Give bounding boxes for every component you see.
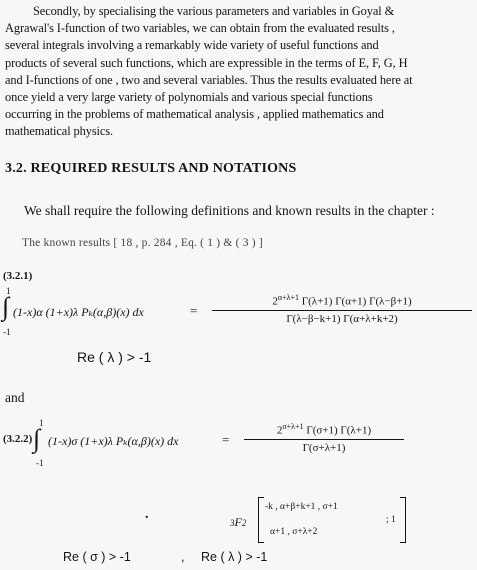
condition-2b: Re ( λ ) > -1 bbox=[201, 550, 268, 564]
paragraph-line: occurring in the problems of mathematical analysis , applied mathematics and bbox=[5, 107, 384, 122]
paragraph-line: several integrals involving a remarkably wide variety of useful functions and bbox=[5, 38, 379, 53]
paragraph-line: Secondly, by specialising the various parameters and variables in Goyal & bbox=[33, 4, 395, 18]
fraction-numerator-2: $2^{\sigma+\lambda+1}$ Γ(σ+1) Γ(λ+1) bbox=[276, 422, 372, 437]
fraction-numerator-1: $2^{\alpha+\lambda+1}$ Γ(λ+1) Γ(α+1) Γ(λ−β+1) bbox=[272, 293, 412, 308]
integral-sign-2: ∫ bbox=[33, 424, 41, 453]
integral-upper-limit-2: 1 bbox=[39, 418, 44, 428]
left-bracket bbox=[258, 497, 264, 543]
integral-lower-limit-1: -1 bbox=[3, 327, 11, 337]
integrand-2: (1-x)σ (1+x)λ Pₖ(α,β)(x) dx bbox=[48, 434, 179, 448]
equals-sign-2: = bbox=[222, 432, 230, 447]
fraction-bar-2 bbox=[244, 439, 404, 440]
reference-line: The known results [ 18 , p. 284 , Eq. ( 1 ) & ( 3 ) ] bbox=[22, 237, 263, 249]
paragraph-line: mathematical physics. bbox=[5, 124, 114, 139]
paragraph-line: Agrawal's I-function of two variables, we can obtain from the evaluated results , bbox=[5, 21, 395, 36]
paragraph-line: products of several such functions, which are expressible in the terms of E, F, G, H bbox=[5, 55, 408, 70]
intro-paragraph bbox=[5, 3, 471, 141]
section-heading: 3.2. REQUIRED RESULTS AND NOTATIONS bbox=[5, 161, 297, 176]
fraction-denominator-2: Γ(σ+λ+1) bbox=[302, 441, 346, 454]
integrand-1: (1-x)α (1+x)λ Pₖ(α,β)(x) dx bbox=[13, 305, 144, 319]
equation-number-1: (3.2.1) bbox=[3, 270, 33, 282]
fraction-1 bbox=[212, 293, 472, 325]
equals-sign-1: = bbox=[190, 303, 198, 318]
right-bracket bbox=[400, 497, 406, 543]
hypergeometric-argument: ; 1 bbox=[386, 515, 396, 525]
hypergeometric-denominator-params: α+1 , σ+λ+2 bbox=[270, 527, 318, 537]
intro-sentence: We shall require the following definitions and known results in the chapter : bbox=[24, 203, 435, 218]
integral-sign-1: ∫ bbox=[2, 292, 10, 321]
hypergeometric-numerator-params: -k , α+β+k+1 , σ+1 bbox=[265, 502, 338, 512]
integral-lower-limit-2: -1 bbox=[36, 458, 44, 468]
and-word: and bbox=[5, 390, 25, 405]
equation-number-2: (3.2.2) bbox=[3, 433, 33, 445]
integral-upper-limit-1: 1 bbox=[6, 286, 11, 296]
multiplication-dot: . bbox=[145, 507, 149, 522]
condition-1: Re ( λ ) > -1 bbox=[77, 349, 152, 365]
paragraph-line: once yield a very large variety of polynomials and various special functions bbox=[5, 90, 373, 105]
condition-2a: Re ( σ ) > -1 bbox=[63, 550, 131, 564]
fraction-denominator-1: Γ(λ−β−k+1) Γ(α+λ+k+2) bbox=[286, 312, 398, 325]
hypergeometric-prefix: 3F2 bbox=[230, 515, 247, 529]
paragraph-line: and I-functions of one , two and several variables. Thus the results evaluated here at bbox=[5, 72, 413, 87]
fraction-bar-1 bbox=[212, 310, 472, 311]
condition-separator: , bbox=[181, 550, 185, 564]
fraction-2 bbox=[244, 422, 404, 454]
